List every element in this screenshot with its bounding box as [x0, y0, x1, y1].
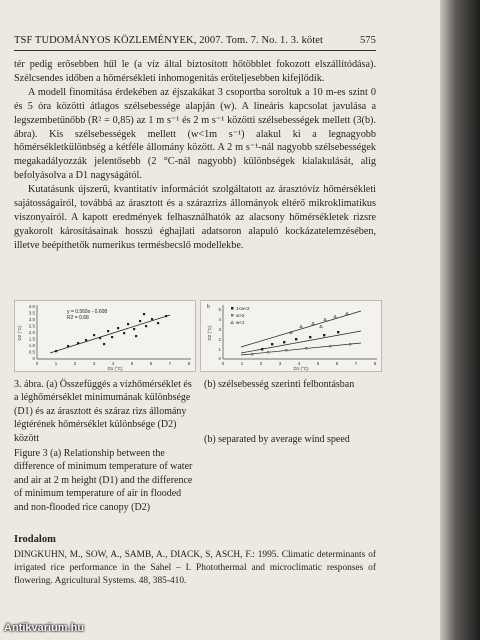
data-point	[77, 342, 79, 344]
x-tick: 2	[73, 361, 77, 366]
data-point	[145, 325, 147, 327]
legend-marker-triangle	[231, 321, 234, 324]
triangle-points	[290, 312, 349, 334]
journal-title: TSF TUDOMÁNYOS KÖZLEMÉNYEK, 2007. Tom. 7. No. 1. 3. kötet	[14, 35, 324, 46]
y-tick: 1	[218, 347, 221, 352]
y-tick: 0	[218, 356, 221, 361]
x-axis-label: D1 (°C)	[107, 366, 123, 371]
y-axis-label: D2 (°C)	[207, 325, 212, 341]
data-point	[349, 343, 351, 345]
data-point	[346, 312, 349, 315]
data-point	[261, 348, 263, 350]
y-tick: 4.0	[28, 304, 35, 309]
x-tick: 3	[92, 361, 96, 366]
caption-a-hungarian: 3. ábra. (a) Összefüggés a vízhőmérséklet és a léghőmérséklet minimumának különbsége (D1) és az árasztott és száraz rizs állomány légtérének hőmérséklet különbsége (D2) között	[14, 379, 192, 444]
data-point	[135, 335, 137, 337]
data-point	[103, 343, 105, 345]
data-point	[251, 353, 253, 355]
x-tick: 6	[149, 361, 153, 366]
y-tick: 1.5	[28, 336, 35, 342]
x-tick: 6	[335, 361, 339, 366]
figure-3b	[200, 300, 382, 372]
running-header	[14, 35, 376, 46]
trend-line-1-w-2	[241, 331, 361, 353]
references-heading: Irodalom	[14, 534, 56, 545]
data-point	[67, 345, 69, 347]
page-number: 575	[359, 35, 376, 46]
body-text	[14, 58, 376, 253]
y-axis-label: D2 (°C)	[17, 325, 22, 341]
data-point	[93, 334, 95, 336]
legend-label: w>2	[236, 313, 245, 318]
y-tick: 2.5	[28, 323, 35, 329]
x-tick: 5	[316, 361, 320, 366]
data-point	[267, 351, 269, 353]
caption-a-english: Figure 3 (a) Relationship between the difference of minimum temperature of water and air at 2 m height (D1) and the difference of minimum temperature of air in flooded and non-flooded rice canopy (D2)	[14, 448, 193, 513]
x-tick: 4	[111, 361, 115, 366]
data-point	[320, 325, 323, 328]
data-point	[295, 338, 297, 340]
x-axis-label: D1 (°C)	[293, 366, 309, 371]
figure-3a-plot	[15, 301, 195, 371]
x-tick: 1	[240, 361, 244, 366]
x-tick: 2	[259, 361, 263, 366]
data-point	[111, 336, 113, 338]
data-point	[85, 339, 87, 341]
y-tick: 3	[218, 327, 221, 332]
x-tick: 5	[130, 361, 134, 366]
data-point	[271, 343, 273, 345]
data-point	[165, 315, 167, 317]
data-point	[123, 332, 125, 334]
figure-3a	[14, 300, 196, 372]
header-rule	[14, 50, 376, 51]
data-point	[55, 350, 57, 352]
x-tick: 8	[373, 361, 377, 366]
y-tick: 2.0	[28, 330, 35, 335]
data-point	[309, 336, 311, 338]
paragraph-3: Kutatásunk újszerű, kvantitatív információt szolgáltatott az árasztóvíz hőmérsékleti sajátosságairól, továbbá az árasztott és a szárazrizs állományok eltérő mikroklimatikus viszonyairól. A kapott eredmények felhasználhatók az alacsony hőmérsékletek rizsre gyakorolt károsításainak hosszú éghajlati adatsoron alapuló kockázatelemzésében, illetve beépíthetők numerikus termésbecslő modellekbe.	[14, 184, 376, 251]
x-tick: 0	[221, 361, 225, 366]
legend-label: w<1	[236, 320, 245, 325]
data-point	[107, 330, 109, 332]
y-tick: 2	[218, 337, 221, 342]
data-point	[157, 322, 159, 324]
watermark: Antikvarium.hu	[4, 622, 85, 634]
caption-left	[14, 378, 194, 514]
data-point	[305, 347, 307, 349]
x-tick: 1	[54, 361, 58, 366]
trend-line-w-gt-2	[241, 343, 361, 355]
y-tick: 0.5	[28, 349, 35, 355]
y-tick: 5	[218, 307, 221, 312]
data-point	[324, 318, 327, 321]
data-point	[139, 320, 141, 322]
legend-marker-square	[231, 307, 234, 310]
data-point	[337, 331, 339, 333]
data-point	[283, 341, 285, 343]
y-tick: 1.0	[28, 343, 35, 348]
data-point	[300, 325, 303, 328]
legend-marker-grey	[231, 314, 234, 317]
data-point	[323, 334, 325, 336]
y-tick: 4	[218, 317, 221, 322]
trend-line-w-lt-1	[241, 311, 361, 347]
y-tick: 0	[32, 356, 35, 361]
x-tick: 8	[187, 361, 191, 366]
data-point	[133, 328, 135, 330]
y-tick: 3.0	[28, 317, 35, 322]
caption-b-english: (b) separated by average wind speed	[204, 434, 350, 446]
x-tick: 7	[354, 361, 358, 366]
data-point	[127, 323, 129, 325]
x-tick: 0	[35, 361, 39, 366]
data-point	[312, 322, 315, 325]
data-point	[99, 337, 101, 339]
legend	[231, 306, 250, 325]
data-point	[151, 318, 153, 320]
regression-equation: y = 0.569x - 0.608	[67, 309, 108, 315]
data-point	[143, 313, 145, 315]
legend-label: 1<w<2	[236, 306, 250, 311]
x-tick: 3	[278, 361, 282, 366]
paragraph-2: A modell finomítása érdekében az éjszakákat 3 csoportba soroltuk a 10 m-es szint 0 és 5 óra közötti átlagos szélsebessége alapján (w). A lineáris kapcsolat javulása a legszembetűnőbb (R² = 0,85) az 1 m s⁻¹ és 2 m s⁻¹ közötti szélsebességek mellett (3(b). ábra). Kis szélsebességek mellett (w<1m s⁻¹) alakul ki a legnagyobb hőmérsékletkülönbség a kétféle állomány között. A 2 m s⁻¹-nál nagyobb szélsebességek megakadályozzák jelentősebb (2 °C-nál nagyobb) különbségek kialakulását, alig befolyásolva a D1 nagyságától.	[14, 86, 376, 182]
caption-b-hungarian: (b) szélsebesség szerinti felbontásban	[204, 379, 355, 390]
paragraph-1: tér pedig erősebben hűl le (a víz által biztosított hőtöbblet fokozott elszállítódása). Szélcsendes időben a hőmérsékleti inhomogenitás erőteljesebben kifejlődik.	[14, 59, 376, 84]
y-tick: 3.5	[28, 310, 35, 316]
data-point	[329, 345, 331, 347]
x-tick: 4	[297, 361, 301, 366]
reference-item: DINGKUHN, M., SOW, A., SAMB, A., DIACK, S, ASCH, F.: 1995. Climatic determinants of irrigated rice performance in the Sahel – I. Photothermal and microclimatic responses of flowering. Agricultural Systems. 48, 385-410.	[14, 550, 376, 587]
caption-right	[204, 378, 384, 447]
figure-3b-plot	[201, 301, 381, 371]
data-point	[285, 349, 287, 351]
data-point	[117, 327, 119, 329]
data-point	[334, 315, 337, 318]
panel-label: b	[207, 304, 210, 310]
r-squared: R2 = 0.68	[67, 315, 89, 321]
x-tick: 7	[168, 361, 172, 366]
book-edge	[440, 0, 480, 640]
